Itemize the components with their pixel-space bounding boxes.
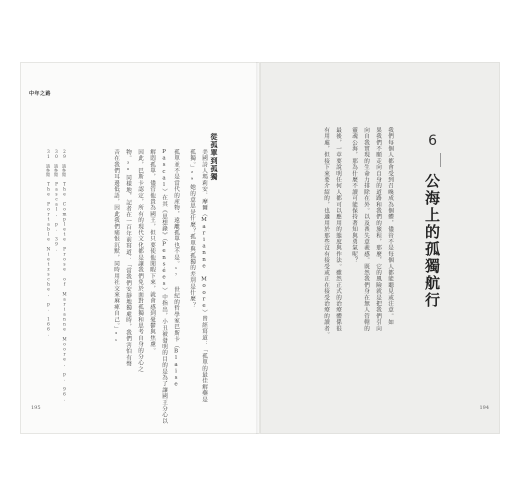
footnote: 29 請參閱 The Complete Prose of Marianne Moore, p. 96. [62, 149, 67, 402]
chapter-title: 公海上的孤獨航行 [423, 173, 441, 309]
page-number: 195 [31, 405, 41, 411]
body-text-column: 音在我們耳邊低語，因此我們痛恨沉默，同時用社交來麻痺自己。」³¹ [113, 149, 119, 346]
body-text-column: 孤獨。」²⁹她的意思是什麼？孤單與孤獨的差別是什麼？ [189, 149, 195, 309]
body-text-column: 最後，一章要說明任何人都可以應用的態度與作法。雖然正式的治療體係很 [335, 127, 341, 332]
body-text-column: 美國詩人瑪莉安．摩爾（Marianne Moore）曾經寫道：「孤單的最佳解藥是 [201, 149, 207, 403]
chapter-number: 6 [428, 133, 437, 149]
body-text-column: 孤單並不是當代的產物，遠離孤單也不是。¹⁷ 世紀的哲學家巴斯卡（Blaise [173, 149, 179, 389]
body-text-column: 我們每個人都會受到召喚成為個體，儘管不是每個人都能聽見或注意。如 [387, 127, 393, 326]
footnote: 31 請參閱 The Portable Nietzsche, p. 166. [46, 149, 51, 337]
body-text-column: 解悶孤單，儘管他貴為國王，但只要使他閒暇下來，就會感到憂鬱與焦慮。 [149, 149, 155, 354]
body-text-column: 向自我實現的生命力排除在外。以及喪失意義感。既然我們身在無人管轄的 [363, 127, 369, 332]
right-page [260, 62, 500, 434]
chapter-divider [440, 153, 441, 167]
running-head: 中年之路 [29, 91, 52, 97]
section-title: 從孤單到孤獨 [210, 133, 219, 181]
body-text-column: 靈魂公海，那為什麼不讀可能保持著知與勇氣呢？ [351, 127, 357, 264]
page-number: 194 [479, 405, 489, 411]
left-page [20, 62, 260, 434]
body-text-column: 果我們不願走向自身的道路和我們的旅程，那麼，它的風險就是把我們引向 [375, 127, 381, 332]
body-text-column: 因此，巴斯卡認定，所有的現代文化都是讓我們免於面對孤獨和思考自身的分心之 [137, 149, 143, 373]
footnote: 30 請參閱 Pascal, p. 39. [54, 149, 59, 252]
body-text-column: 有用處，但接下來要介紹的，也適用於那些沒有接受或正在接受治療的讀者。 [323, 127, 329, 338]
body-text-column: Pascal）在其《思想錄》（Pensées）中指出，小丑被發明的目的是為了讓國王分心以 [161, 149, 167, 425]
book-spread [20, 62, 500, 434]
body-text-column: 物。³⁰同樣地，記者在一百年前寫道：「當我們安靜地獨處時，我們害怕有聲 [125, 149, 131, 367]
